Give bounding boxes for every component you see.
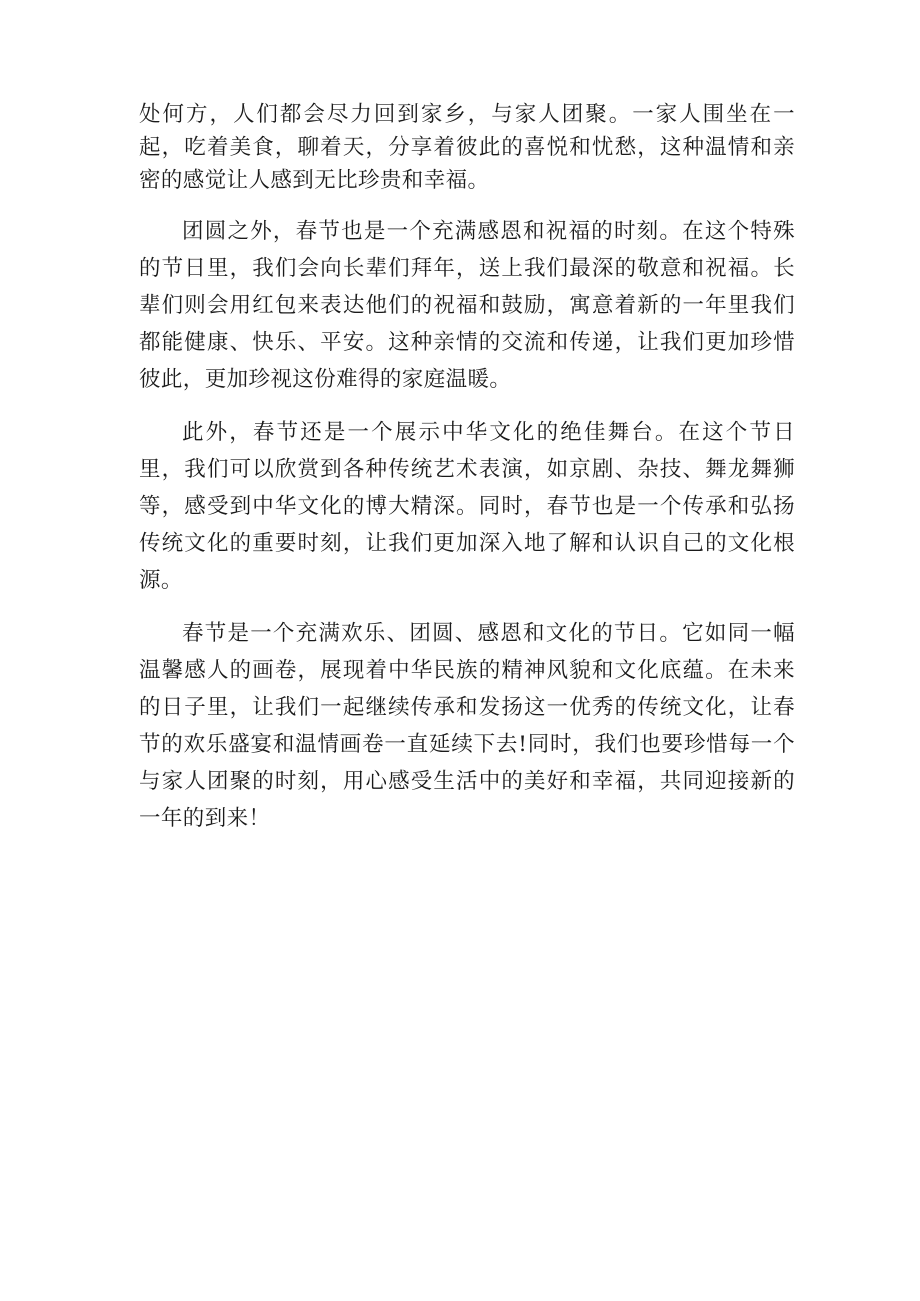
paragraph-culture-stage: 此外，春节还是一个展示中华文化的绝佳舞台。在这个节日里，我们可以欣赏到各种传统艺术表演，如京剧、杂技、舞龙舞狮等，感受到中华文化的博大精深。同时，春节也是一个传承和弘扬传统文化的重要时刻，让我们更加深入地了解和认识自己的文化根源。: [139, 420, 795, 593]
paragraph-conclusion: 春节是一个充满欢乐、团圆、感恩和文化的节日。它如同一幅温馨感人的画卷，展现着中华民族的精神风貌和文化底蕴。在未来的日子里，让我们一起继续传承和发扬这一优秀的传统文化，让春节的欢乐盛宴和温情画卷一直延续下去!同时，我们也要珍惜每一个与家人团聚的时刻，用心感受生活中的美好和幸福，共同迎接新的一年的到来！: [139, 621, 795, 831]
document-body: [139, 98, 795, 837]
paragraph-reunion-blessings: 团圆之外，春节也是一个充满感恩和祝福的时刻。在这个特殊的节日里，我们会向长辈们拜年，送上我们最深的敬意和祝福。长辈们则会用红包来表达他们的祝福和鼓励，寓意着新的一年里我们都能健康、快乐、平安。这种亲情的交流和传递，让我们更加珍惜彼此，更加珍视这份难得的家庭温暖。: [139, 219, 795, 392]
paragraph-continued: 处何方，人们都会尽力回到家乡，与家人团聚。一家人围坐在一起，吃着美食，聊着天，分享着彼此的喜悦和忧愁，这种温情和亲密的感觉让人感到无比珍贵和幸福。: [139, 102, 795, 193]
